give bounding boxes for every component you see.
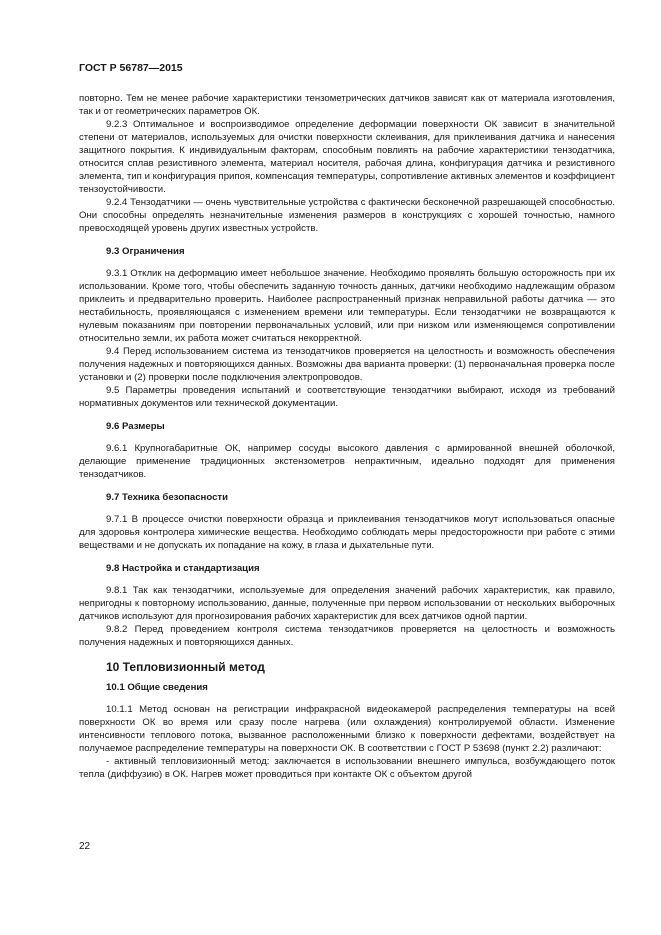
paragraph: 9.2.3 Оптимальное и воспроизводимое определение деформации поверхности ОК зависит в значительной степени от материалов, используемых для очистки поверхности склеивания, для приклеивания датчика и нанесения защитного покрытия. К индивидуальным факторам, способным повлиять на рабочие характеристики тензодатчика, относится сплав резистивного элемента, материал носителя, рабочая длина, конфигурация датчика и резистивного элемента, тип и конфигурация припоя, компенсация температуры, сопротивление активных элементов и коэффициент тензоустойчивости.: [79, 119, 615, 195]
paragraph: 9.7.1 В процессе очистки поверхности образца и приклеивания тензодатчиков могут использоваться опасные для здоровья контролера химические вещества. Необходимо соблюдать меры предосторожности при работе с этими веществами и не допускать их попадание на кожу, в глаза и дыхательные пути.: [79, 514, 615, 551]
page-content: [79, 92, 615, 781]
page-number: 22: [79, 841, 91, 852]
paragraph: 10.1.1 Метод основан на регистрации инфракрасной видеокамерой распределения температуры на всей поверхности ОК во время или сразу после нагрева (или охлаждения) контролируемой области. Изменение интенсивности теплового потока, вызванное расположенными близко к поверхности дефектами, воздействует на получаемое распределение температуры на поверхности ОК. В соответствии с ГОСТ Р 53698 (пункт 2.2) различают:: [79, 704, 615, 754]
paragraph: 9.4 Перед использованием система из тензодатчиков проверяется на целостность и возможность обеспечения получения надежных и повторяющихся данных. Возможны два варианта проверки: (1) первоначальная проверка после установки и (2) проверки после подключения электропроводов.: [79, 346, 615, 383]
paragraph: 9.8.2 Перед проведением контроля система тензодатчиков проверяется на целостность и возможность получения надежных и повторяющихся данных.: [79, 624, 615, 648]
section-heading: 10.1 Общие сведения: [106, 682, 208, 693]
section-heading: 9.6 Размеры: [106, 421, 165, 432]
section-heading: 9.8 Настройка и стандартизация: [106, 563, 260, 574]
paragraph: 9.3.1 Отклик на деформацию имеет небольшое значение. Необходимо проявлять большую осторожность при их использовании. Кроме того, чтобы обеспечить заданную точность данных, датчики необходимо надлежащим образом приклеить и предварительно проверить. Наиболее распространенный признак неправильной работы датчика — это нестабильность, проявляющаяся с изменением времени или температуры. Если тензодатчики не возвращаются к нулевым показаниям при повторении первоначальных условий, или при низком или изменяющемся сопротивлении относительно земли, их работа может считаться некорректной.: [79, 268, 615, 344]
paragraph: 9.8.1 Так как тензодатчики, используемые для определения значений рабочих характеристик, как правило, непригодны к повторному использованию, данные, полученные при первом использовании от нескольких выборочных датчиков используют для прогнозирования рабочих характеристик для всех датчиков одной партии.: [79, 585, 615, 622]
paragraph: - активный тепловизионный метод: заключается в использовании внешнего импульса, возбуждающего поток тепла (диффузию) в ОК. Нагрев может проводиться при контакте ОК с объектом другой: [79, 756, 615, 780]
paragraph: 9.6.1 Крупногабаритные ОК, например сосуды высокого давления с армированной внешней оболочкой, делающие применение традиционных экстензометров непрактичным, идеально подходят для применения тензодатчиков.: [79, 443, 615, 480]
paragraph: 9.2.4 Тензодатчики — очень чувствительные устройства с фактически бесконечной разрешающей способностью. Они способны определять незначительные изменения размеров в конструкциях с хорошей точностью, намного превосходящей уровень других известных устройств.: [79, 197, 615, 234]
paragraph: 9.5 Параметры проведения испытаний и соответствующие тензодатчики выбирают, исходя из требований нормативных документов или технической документации.: [79, 385, 615, 409]
paragraph: повторно. Тем не менее рабочие характеристики тензометрических датчиков зависят как от материала изготовления, так и от геометрических параметров ОК.: [79, 93, 615, 117]
section-heading: 9.3 Ограничения: [106, 246, 185, 257]
chapter-heading: 10 Тепловизионный метод: [106, 660, 265, 674]
document-header: ГОСТ Р 56787—2015: [79, 62, 183, 74]
section-heading: 9.7 Техника безопасности: [106, 492, 229, 503]
